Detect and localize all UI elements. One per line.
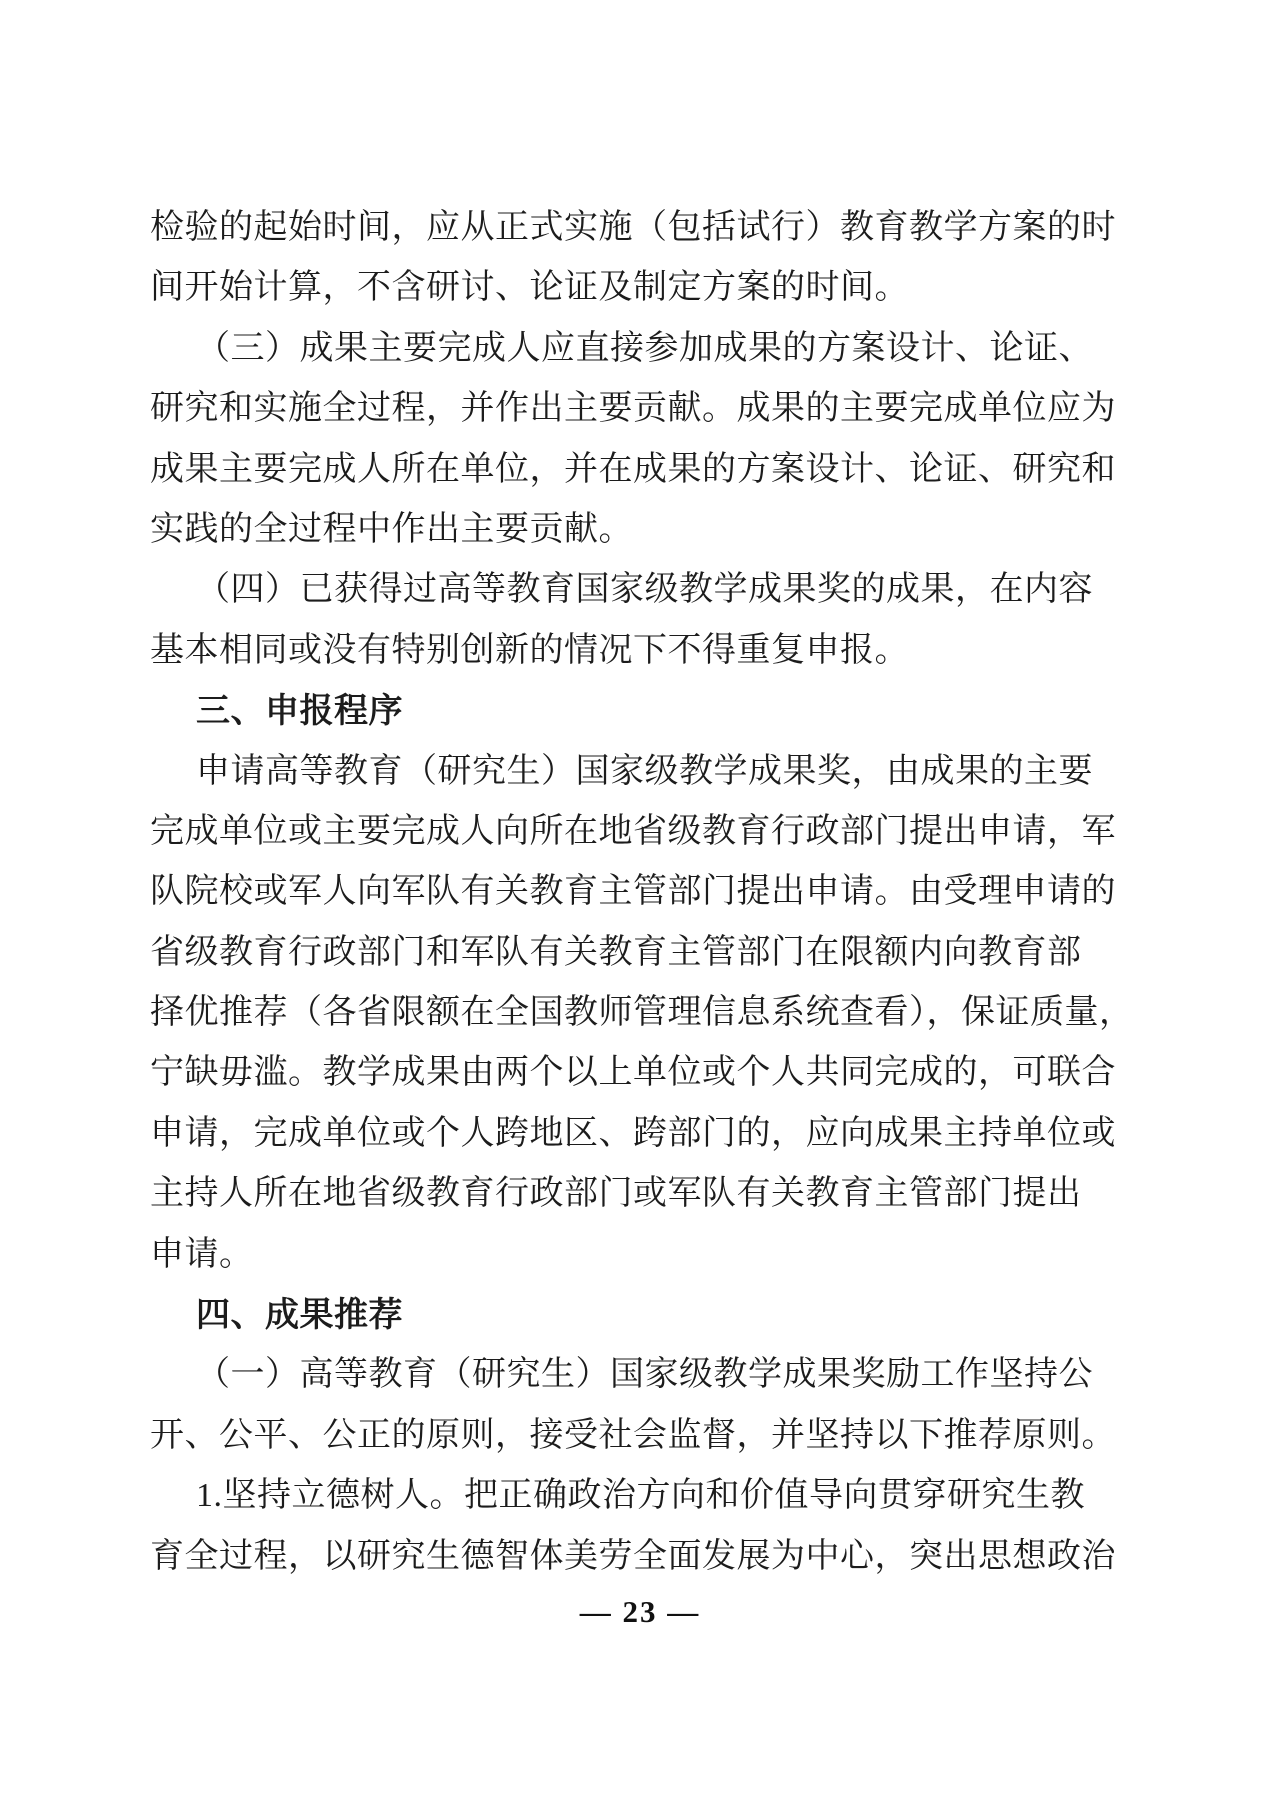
text-line: 完成单位或主要完成人向所在地省级教育行政部门提出申请，军 — [150, 812, 1116, 850]
text-line: 择优推荐（各省限额在全国教师管理信息系统查看），保证质量， — [150, 994, 1134, 1032]
text-line: 研究和实施全过程，并作出主要贡献。成果的主要完成单位应为 — [150, 390, 1116, 428]
document-body — [150, 198, 1150, 1587]
text-line: 申请。 — [150, 1235, 254, 1273]
text-line: 省级教育行政部门和军队有关教育主管部门在限额内向教育部 — [150, 933, 1082, 971]
section-heading: 三、申报程序 — [196, 692, 403, 731]
text-line: 1.坚持立德树人。把正确政治方向和价值导向贯穿研究生教 — [196, 1477, 1085, 1515]
text-line: 检验的起始时间，应从正式实施（包括试行）教育教学方案的时 — [150, 209, 1116, 246]
text-line: 实践的全过程中作出主要贡献。 — [150, 510, 633, 548]
text-line: 育全过程，以研究生德智体美劳全面发展为中心，突出思想政治 — [150, 1537, 1116, 1575]
text-line: 宁缺毋滥。教学成果由两个以上单位或个人共同完成的，可联合 — [150, 1054, 1116, 1092]
text-line: 间开始计算，不含研讨、论证及制定方案的时间。 — [150, 269, 909, 307]
text-line: （三）成果主要完成人应直接参加成果的方案设计、论证、 — [196, 329, 1093, 367]
text-line: 队院校或军人向军队有关教育主管部门提出申请。由受理申请的 — [150, 873, 1116, 911]
text-line: 基本相同或没有特别创新的情况下不得重复申报。 — [150, 631, 909, 669]
text-line: 开、公平、公正的原则，接受社会监督，并坚持以下推荐原则。 — [150, 1416, 1116, 1454]
text-line: 主持人所在地省级教育行政部门或军队有关教育主管部门提出 — [150, 1175, 1082, 1213]
text-line: 申请高等教育（研究生）国家级教学成果奖，由成果的主要 — [196, 752, 1093, 790]
section-heading: 四、成果推荐 — [196, 1296, 403, 1335]
text-line: （一）高等教育（研究生）国家级教学成果奖励工作坚持公 — [196, 1356, 1093, 1394]
text-line: 成果主要完成人所在单位，并在成果的方案设计、论证、研究和 — [150, 450, 1116, 488]
page-number: — 23 — — [579, 1594, 701, 1629]
text-line: 申请，完成单位或个人跨地区、跨部门的，应向成果主持单位或 — [150, 1114, 1116, 1152]
text-line: （四）已获得过高等教育国家级教学成果奖的成果，在内容 — [196, 571, 1093, 609]
